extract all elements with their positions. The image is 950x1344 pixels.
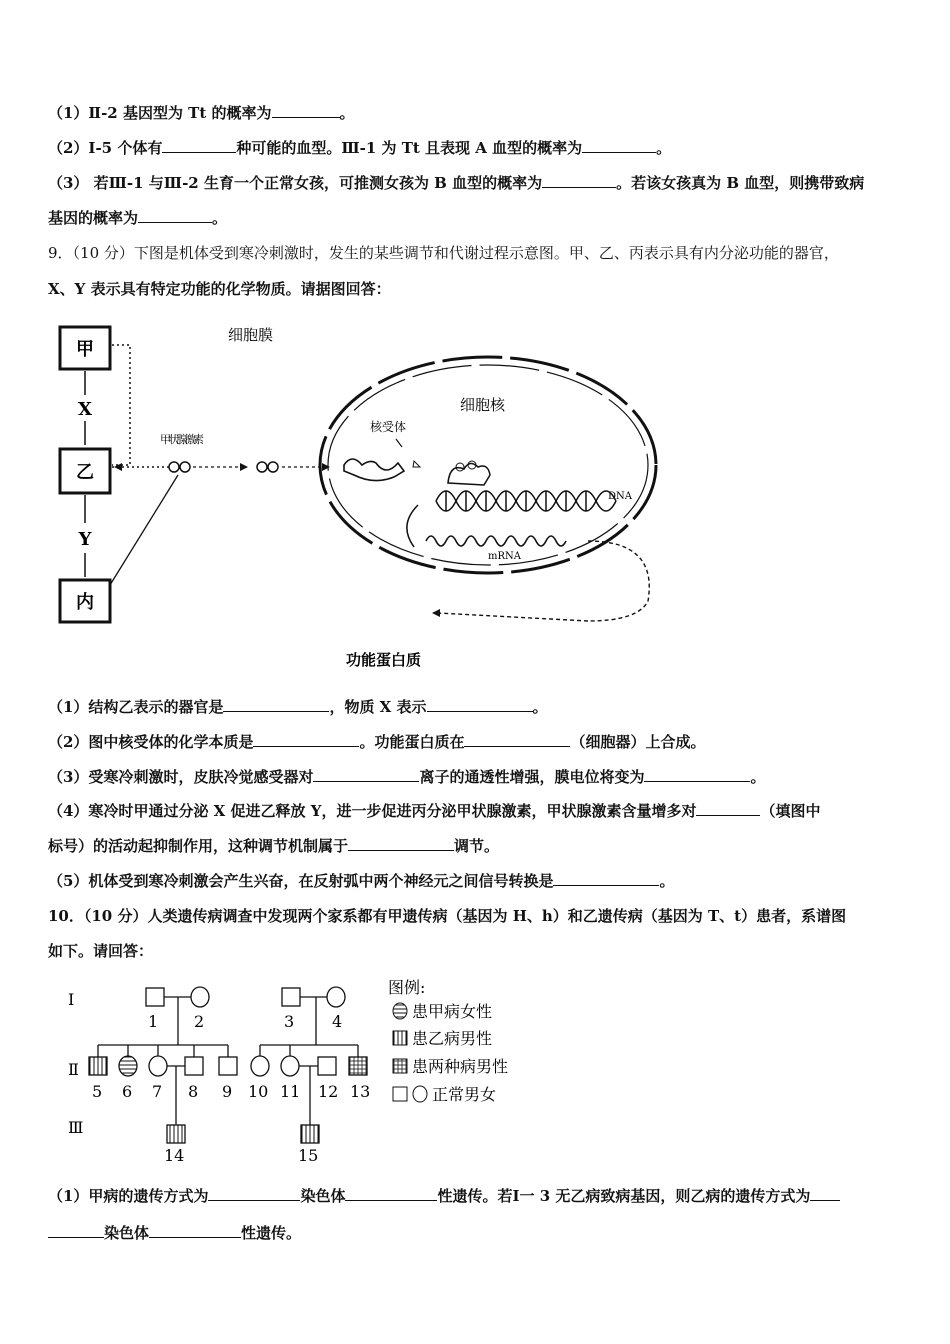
id-1: 1 [148, 1012, 159, 1031]
legend-title: 图例: [388, 978, 426, 997]
label-y: Y [78, 529, 92, 550]
id-12: 12 [318, 1082, 339, 1101]
id-4: 4 [332, 1012, 343, 1031]
cytoplasm-label: 细胞膜 [228, 326, 274, 344]
id-15: 15 [298, 1146, 319, 1165]
answer-blank[interactable] [223, 697, 329, 712]
pedigree-chart [60, 975, 560, 1165]
q9-sub1: （1）结构乙表示的器官是 ，物质 X 表示 。 [48, 698, 548, 716]
hormone-label: 甲状腺激素 [160, 433, 204, 446]
answer-blank[interactable] [162, 138, 236, 153]
answer-blank[interactable] [48, 1223, 104, 1238]
q8-sub1: （1）Ⅱ-2 基因型为 Tt 的概率为 。 [48, 104, 355, 122]
legend-item-1: 患甲病女性 [412, 1002, 493, 1021]
id-3: 3 [284, 1012, 295, 1031]
q8-sub3-cont: 基因的概率为 。 [48, 209, 228, 227]
q9-sub3: （3）受寒冷刺激时，皮肤冷觉感受器对 离子的通透性增强，膜电位将变为 。 [48, 768, 766, 786]
q8-sub3: （3） 若Ⅲ-1 与Ⅲ-2 生育一个正常女孩，可推测女孩为 B 血型的概率为 。若该女孩真为 B 血型，则携带致病 [48, 174, 865, 192]
gen-1-label: Ⅰ [68, 990, 75, 1009]
nucleus-label: 细胞核 [460, 396, 506, 414]
answer-blank[interactable] [644, 767, 750, 782]
answer-blank[interactable] [542, 173, 616, 188]
answer-blank[interactable] [427, 697, 533, 712]
q10-sub1: （1）甲病的遗传方式为 染色体 性遗传。若Ⅰ一 3 无乙病致病基因，则乙病的遗传方式为 [48, 1186, 840, 1206]
q10-title-cont: 如下。请回答： [48, 942, 154, 960]
legend-item-2: 患乙病男性 [412, 1029, 493, 1048]
gen-2-label: Ⅱ [68, 1060, 79, 1079]
dna-helix [436, 491, 616, 511]
pedigree-legend [388, 978, 508, 1104]
id-13: 13 [350, 1082, 371, 1101]
answer-blank[interactable] [313, 767, 419, 782]
answer-blank[interactable] [345, 1186, 437, 1201]
answer-blank[interactable] [348, 836, 454, 851]
id-2: 2 [194, 1012, 205, 1031]
q9-sub2: （2）图中核受体的化学本质是 。功能蛋白质在 （细胞器）上合成。 [48, 733, 706, 751]
answer-blank[interactable] [149, 1223, 241, 1238]
answer-blank[interactable] [582, 138, 656, 153]
answer-blank[interactable] [696, 801, 760, 816]
answer-blank[interactable] [138, 208, 212, 223]
answer-blank[interactable] [253, 732, 359, 747]
answer-blank[interactable] [208, 1186, 300, 1201]
mrna-label: mRNA [488, 551, 521, 562]
id-8: 8 [188, 1082, 199, 1101]
protein-label: 功能蛋白质 [346, 651, 422, 669]
box-jia-label: 甲 [76, 339, 94, 360]
q9-title: 9．（10 分）下图是机体受到寒冷刺激时，发生的某些调节和代谢过程示意图。甲、乙、丙表示具有内分泌功能的器官， [48, 244, 839, 262]
id-11: 11 [280, 1082, 301, 1101]
mrna-strand [426, 536, 566, 546]
id-7: 7 [152, 1082, 163, 1101]
q10-sub1-cont: 染色体 性遗传。 [48, 1223, 301, 1243]
id-14: 14 [164, 1146, 185, 1165]
answer-blank[interactable] [272, 103, 340, 118]
box-yi-label: 乙 [76, 462, 94, 483]
q9-sub4: （4）寒冷时甲通过分泌 X 促进乙释放 Y，进一步促进丙分泌甲状腺激素，甲状腺激素含量增多对 （填图中 [48, 802, 821, 820]
q9-sub4-cont: 标号）的活动起抑制作用，这种调节机制属于 调节。 [48, 837, 500, 855]
receptor-label: 核受体 [370, 420, 407, 434]
q8-sub2: （2）Ⅰ-5 个体有 种可能的血型。Ⅲ-1 为 Tt 且表现 A 血型的概率为 。 [48, 139, 672, 157]
q9-title-cont: X、Y 表示具有特定功能的化学物质。请据图回答： [48, 280, 391, 298]
legend-item-4: 正常男女 [432, 1085, 497, 1104]
answer-blank[interactable] [810, 1186, 840, 1201]
gen-3-label: Ⅲ [68, 1118, 84, 1137]
thermoregulation-diagram [48, 315, 668, 675]
dna-label: DNA [608, 491, 632, 502]
legend-item-3: 患两种病男性 [412, 1057, 509, 1076]
label-x: X [78, 399, 92, 420]
q9-sub5: （5）机体受到寒冷刺激会产生兴奋，在反射弧中两个神经元之间信号转换是 。 [48, 872, 675, 890]
answer-blank[interactable] [464, 732, 570, 747]
id-5: 5 [92, 1082, 103, 1101]
id-9: 9 [222, 1082, 233, 1101]
box-bing-label: 内 [76, 592, 94, 613]
answer-blank[interactable] [553, 871, 659, 886]
q10-title: 10．（10 分）人类遗传病调查中发现两个家系都有甲遗传病（基因为 H、h）和乙遗传病（基因为 T、t）患者，系谱图 [48, 907, 847, 925]
id-10: 10 [248, 1082, 269, 1101]
id-6: 6 [122, 1082, 133, 1101]
